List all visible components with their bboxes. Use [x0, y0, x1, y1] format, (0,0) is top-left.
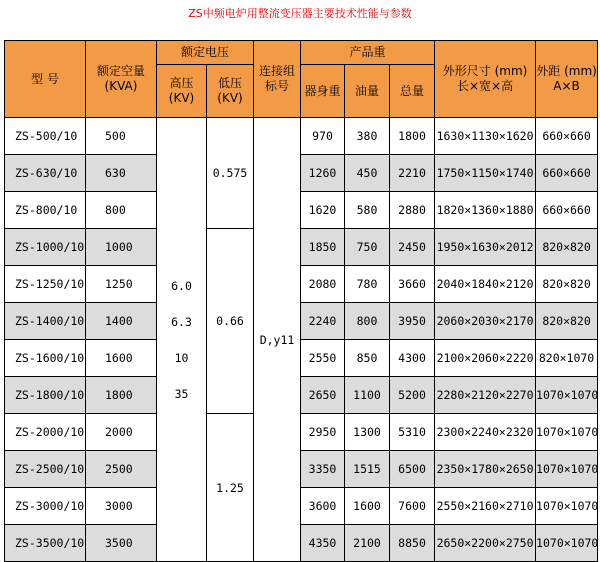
cell-model: ZS-1800/10 — [5, 377, 86, 414]
header-high-voltage — [157, 65, 207, 118]
cell-gauge: 1070×1070 — [536, 525, 598, 562]
cell-gauge: 660×660 — [536, 155, 598, 192]
cell-total-weight: 8850 — [390, 525, 435, 562]
cell-capacity: 500 — [86, 118, 157, 155]
cell-dimensions: 2350×1780×2650 — [435, 451, 536, 488]
cell-capacity: 2500 — [86, 451, 157, 488]
cell-total-weight: 5310 — [390, 414, 435, 451]
header-hv-line2: (KV) — [168, 91, 195, 105]
header-connection-line2: 标号 — [265, 79, 290, 93]
cell-total-weight: 7600 — [390, 488, 435, 525]
cell-oil-weight: 1100 — [345, 377, 390, 414]
cell-dimensions: 2550×2160×2710 — [435, 488, 536, 525]
header-weight: 产品重 — [301, 41, 435, 65]
cell-capacity: 1600 — [86, 340, 157, 377]
cell-capacity: 630 — [86, 155, 157, 192]
cell-capacity: 3500 — [86, 525, 157, 562]
cell-gauge: 1070×1070 — [536, 414, 598, 451]
header-gauge-line1: 外距 (mm) — [536, 64, 597, 78]
cell-oil-weight: 450 — [345, 155, 390, 192]
cell-oil-weight: 800 — [345, 303, 390, 340]
cell-oil-weight: 750 — [345, 229, 390, 266]
cell-oil-weight: 380 — [345, 118, 390, 155]
cell-total-weight: 2450 — [390, 229, 435, 266]
cell-oil-weight: 780 — [345, 266, 390, 303]
spec-table — [4, 40, 598, 562]
cell-model: ZS-1400/10 — [5, 303, 86, 340]
cell-gauge: 820×1070 — [536, 340, 598, 377]
table-row — [5, 340, 598, 377]
header-capacity — [86, 41, 157, 118]
cell-gauge: 820×820 — [536, 303, 598, 340]
header-dimensions — [435, 41, 536, 118]
table-row — [5, 155, 598, 192]
cell-capacity: 800 — [86, 192, 157, 229]
cell-total-weight: 3950 — [390, 303, 435, 340]
table-row — [5, 266, 598, 303]
cell-dimensions: 2650×2200×2750 — [435, 525, 536, 562]
header-connection-group — [254, 41, 301, 118]
table-row — [5, 488, 598, 525]
cell-gauge: 820×820 — [536, 266, 598, 303]
cell-oil-weight: 850 — [345, 340, 390, 377]
cell-capacity: 1000 — [86, 229, 157, 266]
header-dimensions-line2: 长×宽×高 — [456, 79, 514, 93]
cell-low-voltage: 1.25 — [207, 414, 254, 562]
cell-oil-weight: 1600 — [345, 488, 390, 525]
cell-model: ZS-1000/10 — [5, 229, 86, 266]
cell-dimensions: 2280×2120×2270 — [435, 377, 536, 414]
cell-dimensions: 2040×1840×2120 — [435, 266, 536, 303]
cell-oil-weight: 1300 — [345, 414, 390, 451]
cell-oil-weight: 580 — [345, 192, 390, 229]
cell-body-weight: 3350 — [301, 451, 345, 488]
cell-gauge: 1070×1070 — [536, 451, 598, 488]
header-capacity-line2: (KVA) — [104, 79, 138, 93]
cell-total-weight: 2210 — [390, 155, 435, 192]
cell-model: ZS-800/10 — [5, 192, 86, 229]
cell-gauge: 660×660 — [536, 192, 598, 229]
cell-model: ZS-3000/10 — [5, 488, 86, 525]
cell-body-weight: 2080 — [301, 266, 345, 303]
cell-dimensions: 2060×2030×2170 — [435, 303, 536, 340]
cell-dimensions: 2100×2060×2220 — [435, 340, 536, 377]
cell-body-weight: 2550 — [301, 340, 345, 377]
cell-body-weight: 2950 — [301, 414, 345, 451]
header-model: 型 号 — [5, 41, 86, 118]
cell-model: ZS-2500/10 — [5, 451, 86, 488]
header-capacity-line1: 额定空量 — [96, 64, 145, 78]
high-voltage-value: 6.3 — [171, 314, 192, 329]
cell-total-weight: 3660 — [390, 266, 435, 303]
cell-body-weight: 2650 — [301, 377, 345, 414]
cell-gauge: 1070×1070 — [536, 488, 598, 525]
cell-body-weight: 1850 — [301, 229, 345, 266]
cell-oil-weight: 1515 — [345, 451, 390, 488]
cell-total-weight: 5200 — [390, 377, 435, 414]
cell-oil-weight: 2100 — [345, 525, 390, 562]
cell-capacity: 1250 — [86, 266, 157, 303]
header-total-weight: 总量 — [390, 65, 435, 118]
cell-body-weight: 2240 — [301, 303, 345, 340]
header-low-voltage — [207, 65, 254, 118]
cell-body-weight: 3600 — [301, 488, 345, 525]
table-row — [5, 303, 598, 340]
cell-body-weight: 970 — [301, 118, 345, 155]
cell-body-weight: 1260 — [301, 155, 345, 192]
header-connection-line1: 连接组 — [259, 64, 296, 78]
cell-dimensions: 1750×1150×1740 — [435, 155, 536, 192]
high-voltage-value: 35 — [174, 386, 189, 401]
cell-capacity: 2000 — [86, 414, 157, 451]
header-lv-line1: 低压 — [218, 76, 243, 90]
cell-total-weight: 2880 — [390, 192, 435, 229]
cell-total-weight: 6500 — [390, 451, 435, 488]
table-row — [5, 229, 598, 266]
cell-model: ZS-500/10 — [5, 118, 86, 155]
header-gauge-line2: A×B — [553, 79, 580, 93]
table-title: ZS中频电炉用整流变压器主要技术性能与参数 — [188, 7, 412, 20]
table-row — [5, 377, 598, 414]
table-body — [5, 118, 598, 562]
cell-model: ZS-2000/10 — [5, 414, 86, 451]
cell-connection-group: D,y11 — [254, 118, 301, 562]
cell-low-voltage: 0.575 — [207, 118, 254, 229]
header-body-weight: 器身重 — [301, 65, 345, 118]
cell-total-weight: 1800 — [390, 118, 435, 155]
table-row — [5, 414, 598, 451]
header-gauge — [536, 41, 598, 118]
high-voltage-value: 6.0 — [171, 278, 192, 293]
table-header — [5, 41, 598, 118]
cell-model: ZS-3500/10 — [5, 525, 86, 562]
cell-low-voltage: 0.66 — [207, 229, 254, 414]
cell-model: ZS-630/10 — [5, 155, 86, 192]
header-oil-weight: 油量 — [345, 65, 390, 118]
cell-gauge: 660×660 — [536, 118, 598, 155]
cell-model: ZS-1250/10 — [5, 266, 86, 303]
cell-body-weight: 4350 — [301, 525, 345, 562]
table-row — [5, 192, 598, 229]
cell-capacity: 1800 — [86, 377, 157, 414]
table-row — [5, 451, 598, 488]
cell-dimensions: 2300×2240×2320 — [435, 414, 536, 451]
cell-capacity: 1400 — [86, 303, 157, 340]
cell-model: ZS-1600/10 — [5, 340, 86, 377]
cell-dimensions: 1950×1630×2012 — [435, 229, 536, 266]
cell-total-weight: 4300 — [390, 340, 435, 377]
cell-dimensions: 1820×1360×1880 — [435, 192, 536, 229]
cell-body-weight: 1620 — [301, 192, 345, 229]
cell-gauge: 820×820 — [536, 229, 598, 266]
header-rated-voltage: 额定电压 — [157, 41, 254, 65]
cell-gauge: 1070×1070 — [536, 377, 598, 414]
cell-dimensions: 1630×1130×1620 — [435, 118, 536, 155]
header-dimensions-line1: 外形尺寸 (mm) — [442, 64, 528, 78]
table-row — [5, 525, 598, 562]
header-lv-line2: (KV) — [217, 91, 243, 105]
table-row — [5, 118, 598, 155]
cell-high-voltage-group — [157, 118, 207, 562]
header-hv-line1: 高压 — [169, 76, 194, 90]
high-voltage-value: 10 — [174, 350, 189, 365]
cell-capacity: 3000 — [86, 488, 157, 525]
